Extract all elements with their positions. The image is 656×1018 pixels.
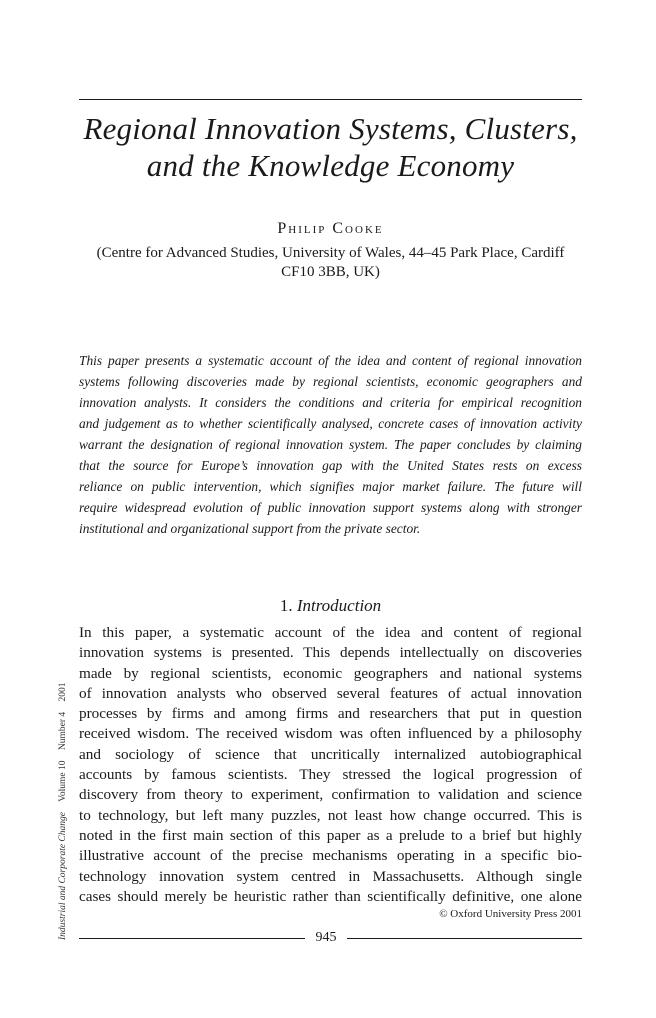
body-line: noted in the first main section of this paper as a prelude to a brief but highly [79,826,582,844]
section-heading [79,596,582,616]
spine-citation [58,620,72,940]
page-number: 945 [315,930,337,945]
spine-volume: Volume 10 [58,760,68,802]
top-rule [79,99,582,100]
abstract-line: and judgement as to whether scientifically analysed, concrete cases of innovation activity [79,416,582,431]
body-line: innovation systems is presented. This depends intellectually on discoveries [79,644,582,662]
body-line: technology innovation system centred in Massachusetts. Although single [79,867,582,885]
abstract-line: warrant the designation of regional innovation system. The paper concludes by claiming [79,437,582,452]
section-number: 1. [279,596,293,615]
copyright-notice: © Oxford University Press 2001 [439,908,582,920]
author-name: Philip Cooke [277,220,384,237]
section-title: Introduction [296,596,382,615]
abstract-line: systems following discoveries made by regional scientists, economic geographers and [79,374,582,389]
abstract-line: This paper presents a systematic account of the idea and content of regional innovation [79,353,582,368]
article-title [79,110,582,184]
abstract-line: that the source for Europe’s innovation gap with the United States rests on excess [79,458,582,473]
body-line: received wisdom. The received wisdom was often influenced by a philosophy [79,725,582,743]
affiliation-line-1: (Centre for Advanced Studies, University of Wales, 44–45 Park Place, Cardiff [96,245,565,261]
body-line: accounts by famous scientists. They stressed the logical progression of [79,766,582,784]
body-line: of innovation analysts who observed several features of actual innovation [79,684,582,702]
body-line: illustrative account of the precise mechanisms operating in a specific bio- [79,847,582,865]
spine-journal: Industrial and Corporate Change [58,812,68,940]
affiliation-line-2: CF10 3BB, UK) [281,264,380,280]
body-line: cases should merely be heuristic rather than scientifically definitive, one alone [79,887,582,905]
footer-rule-right [347,938,582,939]
spine-number: Number 4 [58,711,68,751]
title-line-1: Regional Innovation Systems, Clusters, [83,111,578,146]
footer-rule-left [79,938,305,939]
author-affiliation [79,244,582,282]
body-line: In this paper, a systematic account of the idea and content of regional [79,624,582,641]
body-line: and sociology of science that uncritically internalized autobiographical [79,745,582,763]
abstract-line: reliance on public intervention, which signifies major market failure. The future will [79,479,582,494]
body-line: discovery from theory to experiment, confirmation to validation and science [79,786,582,804]
abstract-line: institutional and organizational support from the private sector. [79,521,421,536]
body-line: to technology, but left many puzzles, not least how change occurred. This is [79,806,582,824]
spine-year: 2001 [58,682,68,702]
body-line: processes by firms and among firms and researchers that put in question [79,705,582,723]
abstract [79,350,582,539]
body-line: made by regional scientists, economic geographers and national systems [79,664,582,682]
title-line-2: and the Knowledge Economy [146,148,515,183]
abstract-line: innovation analysts. It considers the conditions and criteria for empirical recognition [79,395,582,410]
body-text [79,623,582,907]
abstract-line: require widespread evolution of public innovation support systems along with stronger [79,500,582,515]
